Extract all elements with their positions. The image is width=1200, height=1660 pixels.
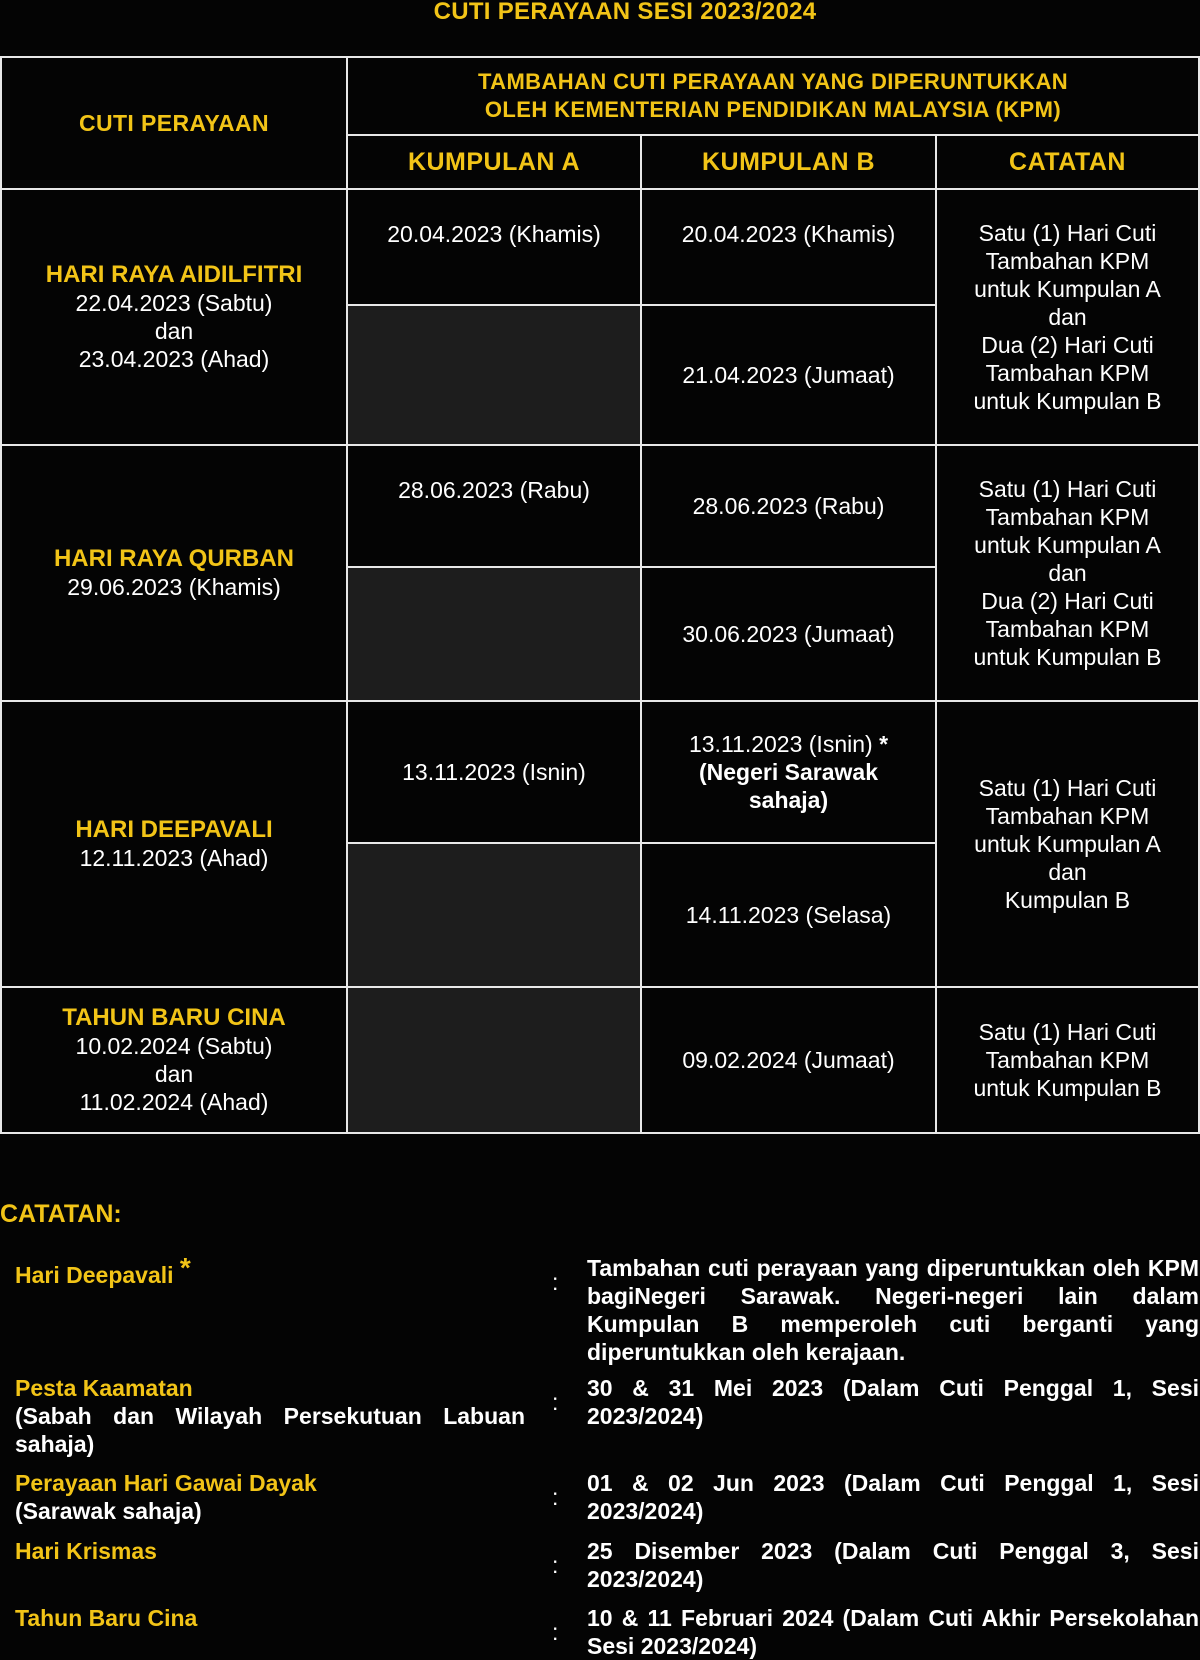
catatan-line: Tambahan KPM xyxy=(985,616,1150,642)
catatan-cell xyxy=(937,988,1200,1134)
notes-title: CATATAN: xyxy=(0,1200,122,1228)
header-kpm-line2: OLEH KEMENTERIAN PENDIDIKAN MALAYSIA (KPM) xyxy=(484,97,1062,122)
holiday-date: dan xyxy=(154,1061,194,1087)
kumpulan-b-date: 20.04.2023 (Khamis) xyxy=(642,190,937,306)
catatan-line: Satu (1) Hari Cuti xyxy=(978,476,1157,502)
holiday-cell-deepavali xyxy=(0,702,348,988)
note-text: 10 & 11 Februari 2024 (Dalam Cuti Akhir Persekolahan Sesi 2023/2024) xyxy=(587,1605,1199,1659)
asterisk-mark: * xyxy=(179,1252,191,1283)
note-separator: : xyxy=(552,1619,559,1645)
note-label-text: Hari Deepavali xyxy=(15,1262,174,1288)
kumpulan-b-date: 21.04.2023 (Jumaat) xyxy=(642,306,937,446)
note-text: Tambahan cuti perayaan yang diperuntukkan oleh KPM bagiNegeri Sarawak. Negeri-negeri lain dalam Kumpulan B memperoleh cuti berganti yang diperuntukkan oleh kerajaan. xyxy=(587,1255,1199,1365)
sarawak-only-note: (Negeri Sarawak xyxy=(699,759,878,785)
kumpulan-a-date: 20.04.2023 (Khamis) xyxy=(348,190,642,306)
holiday-date: 22.04.2023 (Sabtu) xyxy=(75,290,273,316)
catatan-line: Tambahan KPM xyxy=(985,1047,1150,1073)
note-text: 25 Disember 2023 (Dalam Cuti Penggal 3, Sesi 2023/2024) xyxy=(587,1538,1199,1592)
catatan-line: Dua (2) Hari Cuti xyxy=(981,332,1154,358)
catatan-line: Satu (1) Hari Cuti xyxy=(978,220,1157,246)
note-separator: : xyxy=(552,1269,559,1295)
holiday-name: HARI RAYA QURBAN xyxy=(53,545,295,572)
header-kumpulan-b: KUMPULAN B xyxy=(642,136,937,190)
header-catatan: CATATAN xyxy=(937,136,1200,190)
note-label xyxy=(15,1469,525,1525)
holiday-name: TAHUN BARU CINA xyxy=(62,1004,286,1031)
catatan-line: Tambahan KPM xyxy=(985,803,1150,829)
note-label-text: Tahun Baru Cina xyxy=(15,1605,198,1631)
note-label xyxy=(15,1604,525,1632)
kumpulan-b-date: 13.11.2023 (Isnin) xyxy=(688,731,873,757)
note-label xyxy=(15,1374,525,1458)
catatan-line: dan xyxy=(1048,304,1087,330)
kumpulan-b-date: 28.06.2023 (Rabu) xyxy=(642,446,937,568)
holiday-date: dan xyxy=(154,318,194,344)
header-kumpulan-a: KUMPULAN A xyxy=(348,136,642,190)
empty-cell xyxy=(348,844,642,988)
empty-cell xyxy=(348,988,642,1134)
note-separator: : xyxy=(552,1484,559,1510)
catatan-cell xyxy=(937,190,1200,446)
kumpulan-b-date: 30.06.2023 (Jumaat) xyxy=(642,568,937,702)
holiday-date: 23.04.2023 (Ahad) xyxy=(78,346,270,372)
catatan-cell xyxy=(937,446,1200,702)
note-text: 01 & 02 Jun 2023 (Dalam Cuti Penggal 1, Sesi 2023/2024) xyxy=(587,1470,1199,1524)
note-separator: : xyxy=(552,1552,559,1578)
empty-cell xyxy=(348,568,642,702)
catatan-line: Tambahan KPM xyxy=(985,504,1150,530)
empty-cell xyxy=(348,306,642,446)
note-label xyxy=(15,1537,525,1565)
holiday-name: HARI DEEPAVALI xyxy=(75,816,273,843)
sarawak-only-note: sahaja) xyxy=(748,787,829,813)
page-title: CUTI PERAYAAN SESI 2023/2024 xyxy=(433,0,817,25)
kumpulan-b-date: 14.11.2023 (Selasa) xyxy=(642,844,937,988)
catatan-line: Satu (1) Hari Cuti xyxy=(978,1019,1157,1045)
holiday-date: 10.02.2024 (Sabtu) xyxy=(75,1033,273,1059)
kumpulan-a-date: 28.06.2023 (Rabu) xyxy=(348,446,642,568)
holiday-date: 29.06.2023 (Khamis) xyxy=(67,574,281,600)
holiday-name: HARI RAYA AIDILFITRI xyxy=(45,261,303,288)
holiday-date: 12.11.2023 (Ahad) xyxy=(79,845,269,871)
header-cuti-perayaan: CUTI PERAYAAN xyxy=(0,58,348,190)
catatan-line: untuk Kumpulan B xyxy=(973,388,1162,414)
note-label xyxy=(15,1254,525,1289)
holiday-table xyxy=(0,56,1200,1162)
note-label-sub: (Sabah dan Wilayah Persekutuan Labuan sahaja) xyxy=(15,1403,525,1457)
catatan-line: Dua (2) Hari Cuti xyxy=(981,588,1154,614)
catatan-line: Tambahan KPM xyxy=(985,360,1150,386)
kumpulan-b-date-line xyxy=(689,730,888,758)
catatan-line: dan xyxy=(1048,560,1087,586)
catatan-line: dan xyxy=(1048,859,1087,885)
holiday-cell-aidilfitri xyxy=(0,190,348,446)
catatan-line: untuk Kumpulan A xyxy=(974,831,1161,857)
note-label-text: Perayaan Hari Gawai Dayak xyxy=(15,1470,317,1496)
catatan-line: untuk Kumpulan A xyxy=(974,276,1161,302)
kumpulan-b-date-sarawak xyxy=(642,702,937,844)
holiday-date: 11.02.2024 (Ahad) xyxy=(79,1089,269,1115)
note-label-text: Pesta Kaamatan xyxy=(15,1375,193,1401)
note-separator: : xyxy=(552,1389,559,1415)
holiday-cell-qurban xyxy=(0,446,348,702)
note-text: 30 & 31 Mei 2023 (Dalam Cuti Penggal 1, Sesi 2023/2024) xyxy=(587,1375,1199,1429)
kumpulan-a-date: 13.11.2023 (Isnin) xyxy=(348,702,642,844)
note-label-text: Hari Krismas xyxy=(15,1538,157,1564)
catatan-line: Tambahan KPM xyxy=(985,248,1150,274)
asterisk-mark: * xyxy=(879,731,889,757)
catatan-line: untuk Kumpulan A xyxy=(974,532,1161,558)
note-label-sub: (Sarawak sahaja) xyxy=(15,1498,202,1524)
catatan-line: Satu (1) Hari Cuti xyxy=(978,775,1157,801)
header-kpm-group xyxy=(348,58,1200,136)
holiday-cell-tahun-baru-cina xyxy=(0,988,348,1134)
catatan-line: untuk Kumpulan B xyxy=(973,1075,1162,1101)
header-kpm-line1: TAMBAHAN CUTI PERAYAAN YANG DIPERUNTUKKAN xyxy=(477,69,1069,94)
catatan-cell xyxy=(937,702,1200,988)
catatan-line: Kumpulan B xyxy=(1004,887,1131,913)
catatan-line: untuk Kumpulan B xyxy=(973,644,1162,670)
kumpulan-b-date: 09.02.2024 (Jumaat) xyxy=(642,988,937,1134)
